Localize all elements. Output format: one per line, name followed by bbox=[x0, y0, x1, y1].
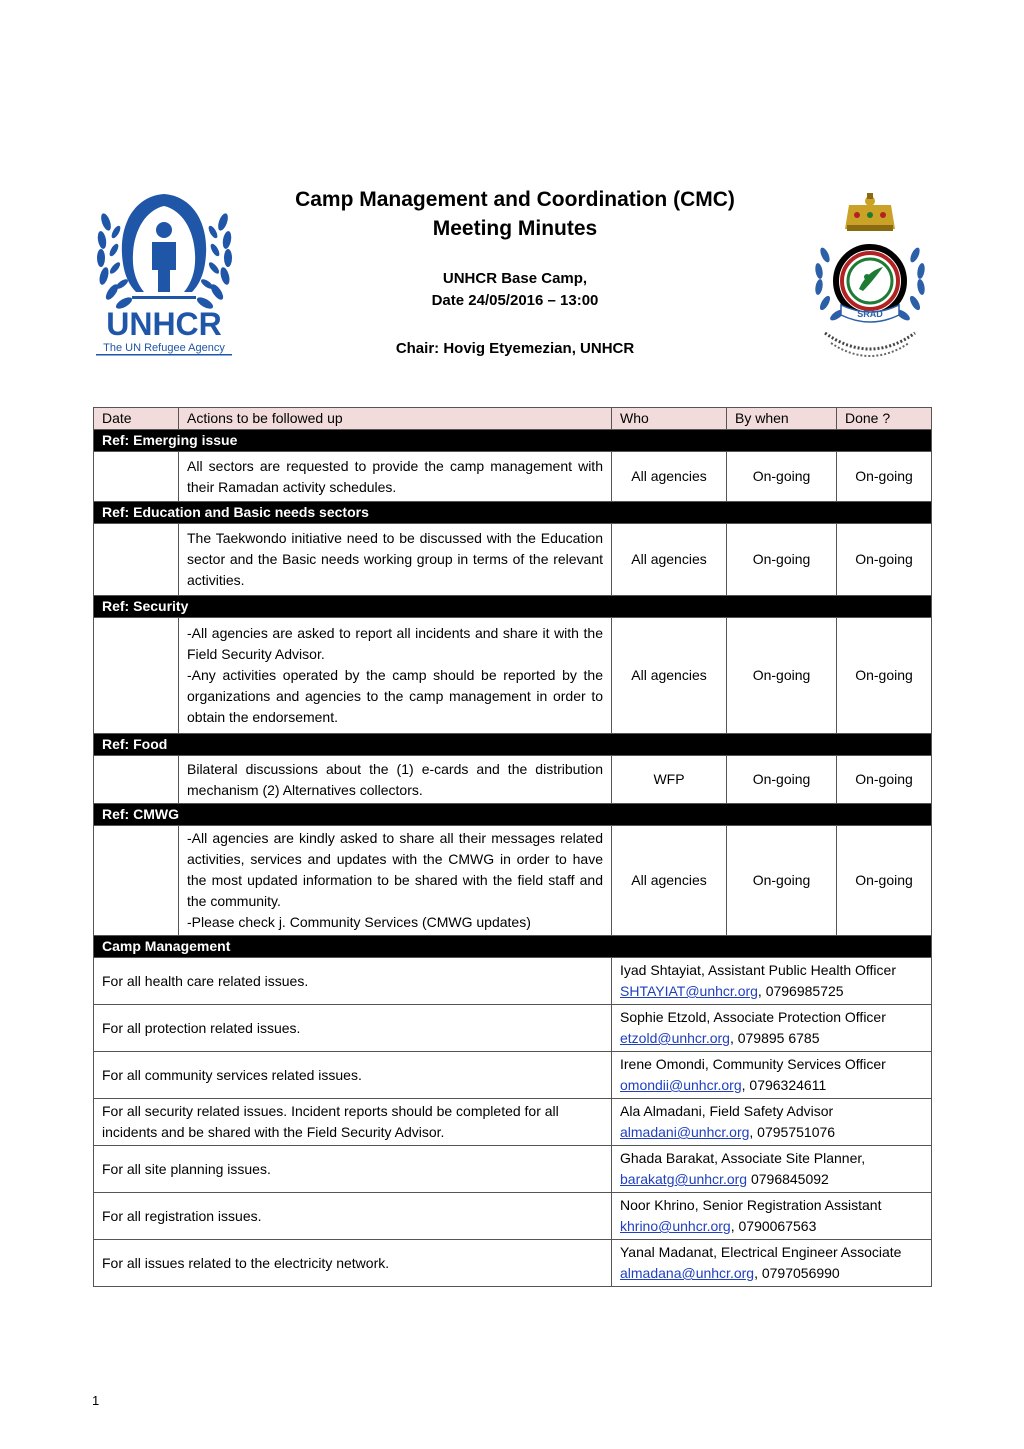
action-text: -All agencies are asked to report all incidents and share it with the Field Security Advisor. bbox=[187, 625, 603, 662]
contact-name: Sophie Etzold, Associate Protection Officer bbox=[620, 1009, 886, 1025]
contact-phone: , 0795751076 bbox=[749, 1124, 836, 1140]
contact-phone: , 0796324611 bbox=[741, 1077, 827, 1093]
document-header bbox=[0, 0, 1024, 400]
document-subtitle: Meeting Minutes bbox=[432, 217, 598, 240]
issue-text: For all security related issues. Incident reports should be completed for all incidents and be shared with the Field Security Advisor. bbox=[94, 1099, 612, 1146]
table-row bbox=[94, 756, 932, 804]
row-who: All agencies bbox=[612, 452, 727, 502]
unhcr-tagline: The UN Refugee Agency bbox=[103, 342, 225, 354]
row-action bbox=[179, 452, 612, 502]
row-action bbox=[179, 524, 612, 596]
contact-cell bbox=[612, 1240, 932, 1287]
header-who: Who bbox=[612, 408, 727, 430]
contact-row bbox=[94, 1146, 932, 1193]
row-by-when: On-going bbox=[727, 756, 837, 804]
srad-logo-icon bbox=[805, 193, 935, 365]
row-done: On-going bbox=[837, 618, 932, 734]
issue-text: For all site planning issues. bbox=[94, 1146, 612, 1193]
contact-cell bbox=[612, 1005, 932, 1052]
row-who: All agencies bbox=[612, 826, 727, 936]
section-header bbox=[94, 502, 932, 524]
row-date bbox=[94, 524, 179, 596]
contact-phone: , 0790067563 bbox=[730, 1218, 817, 1234]
action-text: -Any activities operated by the camp should be reported by the organizations and agencies to the camp management in order to obtain the endorsement. bbox=[187, 667, 603, 725]
contact-phone: , 0796985725 bbox=[757, 983, 844, 999]
email-link[interactable]: etzold@unhcr.org bbox=[620, 1030, 730, 1046]
section-header bbox=[94, 734, 932, 756]
row-who: All agencies bbox=[612, 618, 727, 734]
header-date: Date bbox=[94, 408, 179, 430]
contact-row bbox=[94, 1005, 932, 1052]
table-row bbox=[94, 618, 932, 734]
contact-name: Ala Almadani, Field Safety Advisor bbox=[620, 1103, 834, 1119]
meeting-chair: Chair: Hovig Etyemezian, UNHCR bbox=[395, 340, 635, 357]
row-done: On-going bbox=[837, 452, 932, 502]
header-done: Done ? bbox=[837, 408, 932, 430]
issue-text: For all community services related issues. bbox=[94, 1052, 612, 1099]
crown-icon bbox=[845, 193, 895, 231]
row-by-when: On-going bbox=[727, 826, 837, 936]
email-link[interactable]: khrino@unhcr.org bbox=[620, 1218, 731, 1234]
minutes-table bbox=[93, 407, 932, 1287]
contact-cell bbox=[612, 1052, 932, 1099]
contact-phone: 0796845092 bbox=[747, 1171, 829, 1187]
contact-phone: , 0797056990 bbox=[754, 1265, 840, 1281]
section-title-camp-management: Camp Management bbox=[94, 936, 932, 958]
contact-row bbox=[94, 958, 932, 1005]
srad-wordmark: SRAD bbox=[857, 309, 883, 319]
action-text: The Taekwondo initiative need to be discussed with the Education sector and the Basic needs working group in terms of the relevant activities. bbox=[187, 530, 603, 588]
section-title-food: Ref: Food bbox=[94, 734, 932, 756]
action-text: -All agencies are kindly asked to share all their messages related activities, services and updates with the CMWG in order to have the most updated information to be shared with the field staff and the community. bbox=[187, 830, 603, 909]
contact-cell bbox=[612, 1146, 932, 1193]
contact-name: Ghada Barakat, Associate Site Planner, bbox=[620, 1150, 866, 1166]
row-date bbox=[94, 756, 179, 804]
issue-text: For all protection related issues. bbox=[94, 1005, 612, 1052]
section-title-security: Ref: Security bbox=[94, 596, 932, 618]
contact-row bbox=[94, 1240, 932, 1287]
email-link[interactable]: SHTAYIAT@unhcr.org bbox=[620, 983, 758, 999]
header-by-when: By when bbox=[727, 408, 837, 430]
contact-row bbox=[94, 1052, 932, 1099]
email-link[interactable]: almadana@unhcr.org bbox=[620, 1265, 755, 1281]
contact-cell bbox=[612, 1193, 932, 1240]
row-who: WFP bbox=[612, 756, 727, 804]
section-title-cmwg: Ref: CMWG bbox=[94, 804, 932, 826]
issue-text: For all health care related issues. bbox=[94, 958, 612, 1005]
unhcr-wordmark: UNHCR bbox=[106, 306, 222, 342]
contact-name: Iyad Shtayiat, Assistant Public Health Officer bbox=[620, 962, 896, 978]
row-date bbox=[94, 826, 179, 936]
row-done: On-going bbox=[837, 756, 932, 804]
meeting-date: Date 24/05/2016 – 13:00 bbox=[431, 292, 599, 309]
meeting-location: UNHCR Base Camp, bbox=[442, 270, 588, 287]
table-row bbox=[94, 524, 932, 596]
section-header bbox=[94, 804, 932, 826]
issue-text: For all issues related to the electricity network. bbox=[94, 1240, 612, 1287]
email-link[interactable]: barakatg@unhcr.org bbox=[620, 1171, 748, 1187]
contact-phone: , 079895 6785 bbox=[729, 1030, 820, 1046]
table-header-row bbox=[94, 408, 932, 430]
document-title: Camp Management and Coordination (CMC) bbox=[295, 188, 735, 211]
row-who: All agencies bbox=[612, 524, 727, 596]
row-action bbox=[179, 618, 612, 734]
row-action bbox=[179, 756, 612, 804]
table-row bbox=[94, 826, 932, 936]
action-text: -Please check j. Community Services (CMWG updates) bbox=[187, 914, 531, 930]
row-done: On-going bbox=[837, 524, 932, 596]
contact-cell bbox=[612, 958, 932, 1005]
row-action bbox=[179, 826, 612, 936]
row-date bbox=[94, 452, 179, 502]
page-number: 1 bbox=[92, 1393, 100, 1408]
issue-text: For all registration issues. bbox=[94, 1193, 612, 1240]
header-actions: Actions to be followed up bbox=[179, 408, 612, 430]
section-header bbox=[94, 596, 932, 618]
row-by-when: On-going bbox=[727, 618, 837, 734]
contact-name: Noor Khrino, Senior Registration Assistant bbox=[620, 1197, 882, 1213]
action-text: Bilateral discussions about the (1) e-cards and the distribution mechanism (2) Alternatives collectors. bbox=[187, 760, 603, 798]
email-link[interactable]: omondii@unhcr.org bbox=[620, 1077, 742, 1093]
contact-name: Irene Omondi, Community Services Officer bbox=[620, 1056, 886, 1072]
contact-row bbox=[94, 1099, 932, 1146]
section-header bbox=[94, 936, 932, 958]
email-link[interactable]: almadani@unhcr.org bbox=[620, 1124, 750, 1140]
unhcr-logo-icon bbox=[92, 192, 237, 357]
row-by-when: On-going bbox=[727, 452, 837, 502]
contact-row bbox=[94, 1193, 932, 1240]
contact-cell bbox=[612, 1099, 932, 1146]
section-header bbox=[94, 430, 932, 452]
row-date bbox=[94, 618, 179, 734]
section-title-emerging-issue: Ref: Emerging issue bbox=[94, 430, 932, 452]
row-by-when: On-going bbox=[727, 524, 837, 596]
table-row bbox=[94, 452, 932, 502]
row-done: On-going bbox=[837, 826, 932, 936]
section-title-education: Ref: Education and Basic needs sectors bbox=[94, 502, 932, 524]
contact-name: Yanal Madanat, Electrical Engineer Associate bbox=[620, 1244, 902, 1260]
action-text: All sectors are requested to provide the camp management with their Ramadan activity schedules. bbox=[187, 457, 603, 495]
